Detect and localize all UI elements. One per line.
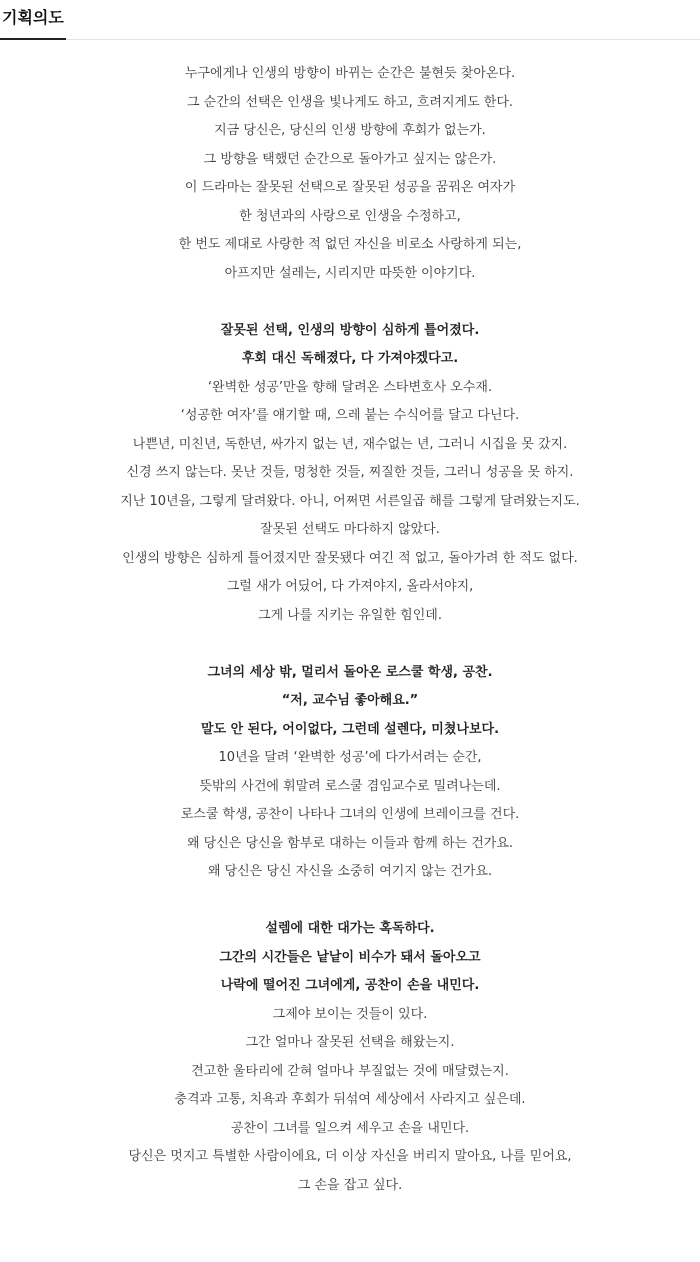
emphasis-line: 말도 안 된다, 어이없다, 그런데 설렌다, 미쳤나보다.: [200, 721, 500, 737]
emphasis-line: 나락에 떨어진 그녀에게, 공찬이 손을 내민다.: [220, 978, 480, 993]
text-line: ‘완벽한 성공’만을 향해 달려온 스타변호사 오수재.: [207, 379, 493, 395]
text-line: 당신은 멋지고 특별한 사람이에요, 더 이상 자신을 버리지 말아요, 나를 믿어요,: [128, 1149, 572, 1164]
paragraph-gap: [0, 630, 700, 659]
text-line: 인생의 방향은 심하게 틀어졌지만 잘못됐다 여긴 적 없고, 돌아가려 한 적도 없다.: [122, 550, 578, 566]
paragraph-gap: [0, 887, 700, 916]
text-line: 그 순간의 선택은 인생을 빛나게도 하고, 흐려지게도 한다.: [186, 94, 514, 110]
text-line: 지금 당신은, 당신의 인생 방향에 후회가 없는가.: [214, 123, 486, 138]
text-line: 나쁜년, 미친년, 독한년, 싸가지 없는 년, 재수없는 년, 그러니 시집을 못 갔지.: [132, 436, 568, 452]
paragraph: [0, 915, 700, 1200]
text-line: 그럴 새가 어딨어, 다 가져야지, 올라서야지,: [226, 579, 474, 594]
text-line: 한 번도 제대로 사랑한 적 없던 자신을 비로소 사랑하게 되는,: [178, 237, 522, 252]
paragraph: [0, 317, 700, 631]
text-line: 누구에게나 인생의 방향이 바뀌는 순간은 불현듯 찾아온다.: [184, 66, 516, 81]
paragraph: [0, 659, 700, 887]
text-line: 그게 나를 지키는 유일한 힘인데.: [258, 607, 442, 623]
text-line: ‘성공한 여자’를 얘기할 때, 으레 붙는 수식어를 달고 다닌다.: [180, 408, 520, 423]
emphasis-line: 설렘에 대한 대가는 혹독하다.: [265, 921, 435, 936]
text-line: 충격과 고통, 치욕과 후회가 뒤섞여 세상에서 사라지고 싶은데.: [174, 1092, 526, 1107]
text-line: 그 손을 잡고 싶다.: [297, 1177, 403, 1193]
emphasis-line: “저, 교수님 좋아해요.”: [281, 693, 419, 708]
tab-bar: [0, 0, 700, 40]
text-line: 아프지만 설레는, 시리지만 따뜻한 이야기다.: [224, 265, 476, 281]
text-line: 견고한 울타리에 갇혀 얼마나 부질없는 것에 매달렸는지.: [191, 1063, 509, 1079]
tab-planning-intent[interactable]: 기획의도: [0, 0, 66, 40]
text-line: 그제야 보이는 것들이 있다.: [272, 1006, 428, 1022]
emphasis-line: 그녀의 세상 밖, 멀리서 돌아온 로스쿨 학생, 공찬.: [207, 664, 493, 680]
paragraph-gap: [0, 288, 700, 317]
synopsis-body: [0, 60, 700, 1200]
text-line: 잘못된 선택도 마다하지 않았다.: [260, 522, 440, 537]
emphasis-line: 후회 대신 독해졌다, 다 가져야겠다고.: [241, 351, 459, 366]
text-line: 이 드라마는 잘못된 선택으로 잘못된 성공을 꿈꿔온 여자가: [184, 180, 516, 195]
paragraph: [0, 60, 700, 288]
text-line: 왜 당신은 당신을 함부로 대하는 이들과 함께 하는 건가요.: [186, 835, 514, 851]
text-line: 그간 얼마나 잘못된 선택을 해왔는지.: [245, 1035, 455, 1050]
emphasis-line: 잘못된 선택, 인생의 방향이 심하게 틀어졌다.: [220, 322, 480, 338]
text-line: 10년을 달려 ‘완벽한 성공’에 다가서려는 순간,: [218, 750, 482, 765]
text-line: 뜻밖의 사건에 휘말려 로스쿨 겸임교수로 밀려나는데.: [199, 778, 501, 794]
text-line: 지난 10년을, 그렇게 달려왔다. 아니, 어쩌면 서른일곱 해를 그렇게 달려왔는지도.: [120, 493, 580, 509]
text-line: 그 방향을 택했던 순간으로 돌아가고 싶지는 않은가.: [203, 151, 497, 167]
text-line: 공찬이 그녀를 일으켜 세우고 손을 내민다.: [230, 1120, 470, 1136]
text-line: 신경 쓰지 않는다. 못난 것들, 멍청한 것들, 찌질한 것들, 그러니 성공을 못 하지.: [126, 465, 574, 480]
text-line: 한 청년과의 사랑으로 인생을 수정하고,: [239, 208, 461, 224]
text-line: 로스쿨 학생, 공찬이 나타나 그녀의 인생에 브레이크를 건다.: [180, 807, 520, 822]
emphasis-line: 그간의 시간들은 낱낱이 비수가 돼서 돌아오고: [219, 949, 481, 965]
text-line: 왜 당신은 당신 자신을 소중히 여기지 않는 건가요.: [207, 864, 493, 879]
